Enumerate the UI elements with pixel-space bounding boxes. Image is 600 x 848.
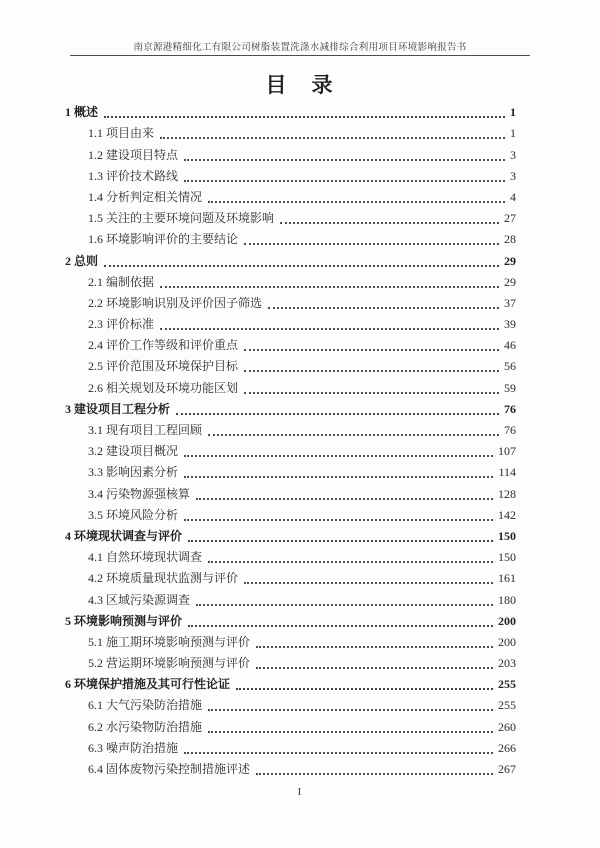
toc-entry-page: 142 xyxy=(498,507,516,522)
toc-entry-page: 203 xyxy=(498,656,516,671)
header-divider xyxy=(70,55,530,56)
toc-entry-page: 27 xyxy=(504,211,516,226)
toc-entry-page: 4 xyxy=(510,189,516,204)
toc-dot-leader xyxy=(184,159,505,161)
toc-entry-page: 56 xyxy=(504,359,516,374)
toc-entry xyxy=(65,504,516,525)
toc-entry-label: 2.2 环境影响识别及评价因子筛选 xyxy=(88,295,263,310)
toc-entry-page: 3 xyxy=(510,168,516,183)
toc-entry xyxy=(65,122,516,143)
toc-entry xyxy=(65,715,516,736)
toc-entry-page: 180 xyxy=(498,592,516,607)
toc-entry-label: 2.6 相关规划及环境功能区划 xyxy=(88,380,239,395)
toc-entry-label: 2 总则 xyxy=(65,253,99,268)
toc-dot-leader xyxy=(244,370,499,372)
toc-entry xyxy=(65,546,516,567)
toc-dot-leader xyxy=(244,349,499,351)
toc-entry-label: 1.2 建设项目特点 xyxy=(88,147,179,162)
toc-dot-leader xyxy=(184,476,493,478)
toc-entry xyxy=(65,271,516,292)
toc-entry-page: 266 xyxy=(498,740,516,755)
toc-entry-label: 1 概述 xyxy=(65,105,99,120)
toc-entry xyxy=(65,249,516,270)
toc-entry-label: 1.4 分析判定相关情况 xyxy=(88,189,203,204)
toc-entry-label: 4.1 自然环境现状调查 xyxy=(88,550,203,565)
toc-entry-label: 3.5 环境风险分析 xyxy=(88,507,179,522)
toc-entry-label: 3.4 污染物源强核算 xyxy=(88,486,191,501)
toc-entry xyxy=(65,652,516,673)
toc-entry xyxy=(65,440,516,461)
toc-dot-leader xyxy=(280,222,499,224)
toc-entry xyxy=(65,165,516,186)
toc-entry-label: 1.3 评价技术路线 xyxy=(88,168,179,183)
toc-entry-page: 76 xyxy=(504,423,516,437)
toc-entry xyxy=(65,737,516,758)
toc-entry xyxy=(65,482,516,503)
toc-entry xyxy=(65,525,516,546)
toc-entry-page: 39 xyxy=(504,317,516,332)
toc-entry xyxy=(65,313,516,334)
toc-entry-label: 6 环境保护措施及其可行性论证 xyxy=(65,677,231,692)
toc-dot-leader xyxy=(208,434,499,436)
toc-entry xyxy=(65,228,516,249)
toc-entry-label: 3 建设项目工程分析 xyxy=(65,401,171,416)
toc-dot-leader xyxy=(208,731,493,733)
toc-dot-leader xyxy=(160,286,499,288)
toc-entry xyxy=(65,694,516,715)
toc-dot-leader xyxy=(184,180,505,182)
toc-entry-label: 5 环境影响预测与评价 xyxy=(65,613,183,628)
toc-dot-leader xyxy=(176,413,499,415)
toc-dot-leader xyxy=(160,137,505,139)
toc-entry-label: 6.2 水污染物防治措施 xyxy=(88,719,203,734)
toc-entry xyxy=(65,567,516,588)
toc-entry-page: 255 xyxy=(498,677,516,692)
toc-entry-page: 260 xyxy=(498,719,516,734)
toc-entry-page: 1 xyxy=(510,126,516,141)
toc-entry xyxy=(65,461,516,482)
toc-entry-label: 2.1 编制依据 xyxy=(88,274,155,289)
toc-entry-label: 6.3 噪声防治措施 xyxy=(88,740,179,755)
toc-entry xyxy=(65,143,516,164)
toc-entry-label: 3.2 建设项目概况 xyxy=(88,444,179,459)
toc-entry xyxy=(65,610,516,631)
toc-dot-leader xyxy=(160,328,499,330)
toc-entry-page: 76 xyxy=(504,401,516,416)
toc-dot-leader xyxy=(244,243,499,245)
toc-entry-page: 200 xyxy=(498,613,516,628)
toc-entry-label: 5.2 营运期环境影响预测与评价 xyxy=(88,656,251,671)
toc-entry xyxy=(65,334,516,355)
toc-dot-leader xyxy=(256,646,493,648)
page-title: 目 录 xyxy=(265,73,335,97)
toc-entry xyxy=(65,376,516,397)
toc-entry xyxy=(65,292,516,313)
toc-entry-page: 161 xyxy=(498,571,516,586)
toc-entry-page: 107 xyxy=(498,444,516,459)
toc-dot-leader xyxy=(188,540,493,542)
toc-entry xyxy=(65,758,516,779)
toc-entry-label: 1.1 项目由来 xyxy=(88,126,155,141)
toc-entry xyxy=(65,588,516,609)
toc-dot-leader xyxy=(244,392,499,394)
toc-dot-leader xyxy=(244,582,493,584)
toc-entry-page: 29 xyxy=(504,253,516,268)
toc-entry-page: 150 xyxy=(498,528,516,543)
toc-entry-label: 5.1 施工期环境影响预测与评价 xyxy=(88,634,251,649)
toc-dot-leader xyxy=(208,201,505,203)
toc-entry xyxy=(65,355,516,376)
toc-entry-label: 1.5 关注的主要环境问题及环境影响 xyxy=(88,211,275,226)
toc-entry xyxy=(65,207,516,228)
toc-entry-page: 114 xyxy=(498,465,516,480)
toc-entry-page: 59 xyxy=(504,380,516,395)
toc-entry xyxy=(65,101,516,122)
toc-entry-page: 46 xyxy=(504,338,516,353)
toc-entry-label: 2.3 评价标准 xyxy=(88,317,155,332)
toc-entry-label: 4 环境现状调查与评价 xyxy=(65,528,183,543)
toc-entry-page: 150 xyxy=(498,550,516,565)
toc-entry-label: 4.3 区域污染源调查 xyxy=(88,592,191,607)
toc-dot-leader xyxy=(208,561,493,563)
toc-entry-page: 200 xyxy=(498,634,516,649)
toc-entry xyxy=(65,631,516,652)
toc-entry-page: 28 xyxy=(504,232,516,247)
toc-entry-label: 2.5 评价范围及环境保护目标 xyxy=(88,359,239,374)
report-header-title: 南京源港精细化工有限公司树脂装置洗涤水减排综合利用项目环境影响报告书 xyxy=(133,43,467,53)
toc-dot-leader xyxy=(236,688,493,690)
toc-entry xyxy=(65,673,516,694)
toc-dot-leader xyxy=(256,773,493,775)
toc-dot-leader xyxy=(104,116,505,118)
page-number: I xyxy=(297,786,303,798)
toc-entry xyxy=(65,419,516,440)
toc-dot-leader xyxy=(184,519,493,521)
toc-entry-page: 267 xyxy=(498,762,516,776)
toc-entry-page: 255 xyxy=(498,698,516,713)
toc-dot-leader xyxy=(104,265,499,267)
toc-entry-page: 128 xyxy=(498,486,516,501)
toc-entry xyxy=(65,398,516,419)
toc-dot-leader xyxy=(184,752,493,754)
toc-dot-leader xyxy=(268,307,499,309)
toc-entry-label: 6.1 大气污染防治措施 xyxy=(88,698,203,713)
toc-entry-label: 6.4 固体废物污染控制措施评述 xyxy=(88,762,251,776)
toc-entry-label: 1.6 环境影响评价的主要结论 xyxy=(88,232,239,247)
toc-entry-label: 2.4 评价工作等级和评价重点 xyxy=(88,338,239,353)
toc-entry-page: 37 xyxy=(504,295,516,310)
toc-dot-leader xyxy=(196,498,493,500)
toc-entry-page: 3 xyxy=(510,147,516,162)
toc-entry-page: 1 xyxy=(510,105,516,120)
table-of-contents xyxy=(65,101,516,779)
toc-dot-leader xyxy=(208,709,493,711)
toc-entry-label: 4.2 环境质量现状监测与评价 xyxy=(88,571,239,586)
toc-entry-label: 3.1 现有项目工程回顾 xyxy=(88,423,203,437)
toc-entry-page: 29 xyxy=(504,274,516,289)
toc-entry-label: 3.3 影响因素分析 xyxy=(88,465,179,480)
toc-dot-leader xyxy=(184,455,493,457)
toc-dot-leader xyxy=(196,604,493,606)
toc-dot-leader xyxy=(188,625,493,627)
toc-dot-leader xyxy=(256,667,493,669)
toc-entry xyxy=(65,186,516,207)
